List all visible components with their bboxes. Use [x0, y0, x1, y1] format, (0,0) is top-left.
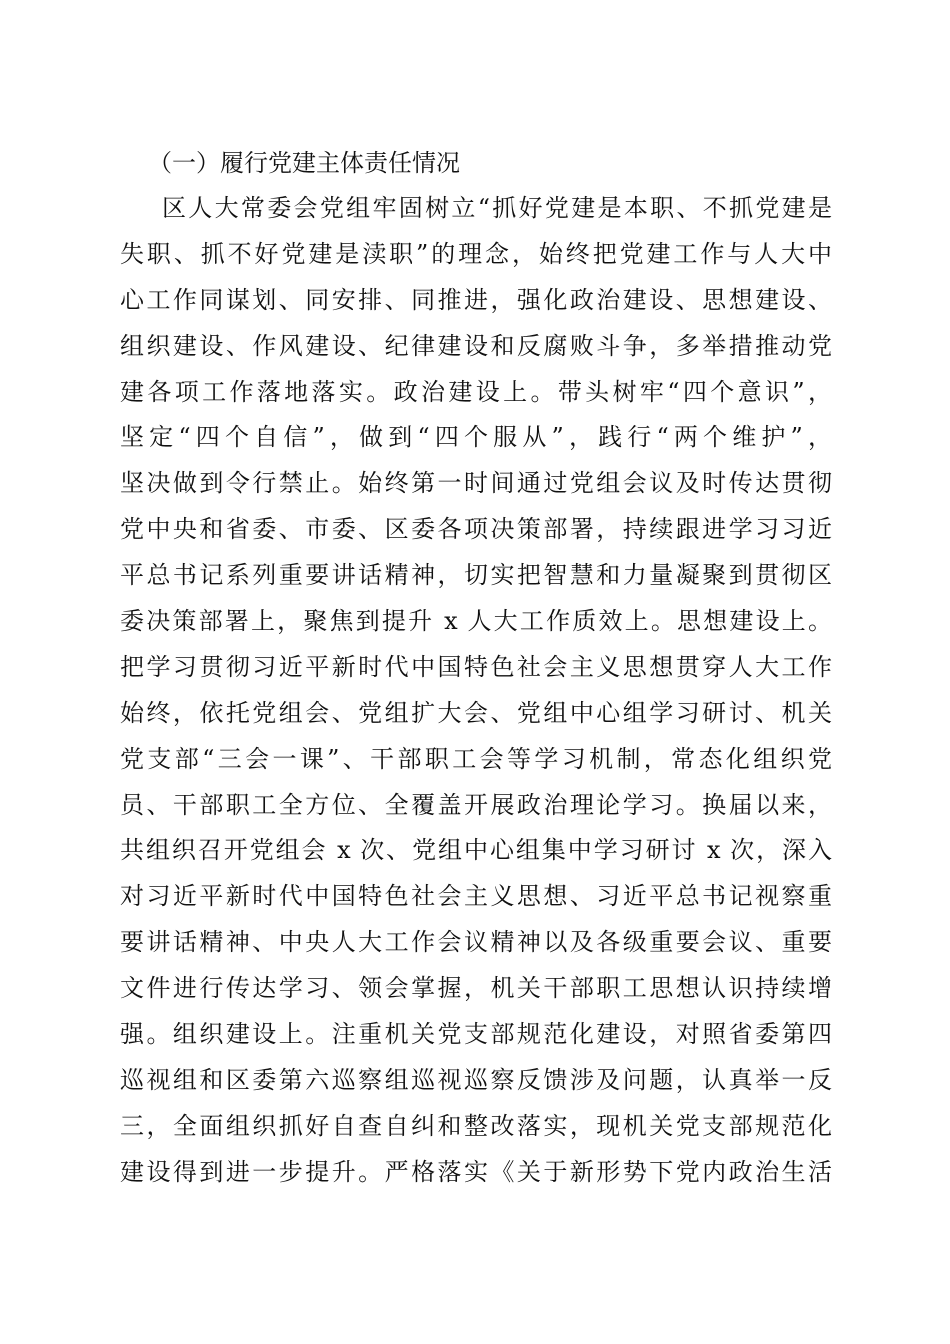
paragraph-line: 文件进行传达学习、领会掌握，机关干部职工思想认识持续增 — [120, 974, 832, 1003]
paragraph-line: 坚决做到令行禁止。始终第一时间通过党组会议及时传达贯彻 — [120, 469, 832, 498]
paragraph-line: 心工作同谋划、同安排、同推进，强化政治建设、思想建设、 — [120, 285, 832, 314]
paragraph-line: 员、干部职工全方位、全覆盖开展政治理论学习。换届以来， — [120, 790, 832, 819]
paragraph-line: 始终，依托党组会、党组扩大会、党组中心组学习研讨、机关 — [120, 698, 832, 727]
paragraph-line: 要讲话精神、中央人大工作会议精神以及各级重要会议、重要 — [120, 928, 832, 957]
paragraph-line: 区人大常委会党组牢固树立“抓好党建是本职、不抓党建是 — [162, 194, 832, 222]
paragraph-line: 共组织召开党组会 x 次、党组中心组集中学习研讨 x 次，深入 — [120, 836, 832, 865]
body-paragraph — [120, 186, 832, 1196]
paragraph-line: 组织建设、作风建设、纪律建设和反腐败斗争，多举措推动党 — [120, 331, 832, 360]
paragraph-line: 对习近平新时代中国特色社会主义思想、习近平总书记视察重 — [120, 882, 832, 911]
paragraph-line: 党中央和省委、市委、区委各项决策部署，持续跟进学习习近 — [120, 515, 832, 544]
section-heading: （一）履行党建主体责任情况 — [148, 149, 460, 177]
paragraph-line: 失职、抓不好党建是渎职”的理念，始终把党建工作与人大中 — [120, 239, 832, 268]
paragraph-line: 党支部“三会一课”、干部职工会等学习机制，常态化组织党 — [120, 744, 832, 773]
paragraph-line: 坚定“四个自信”，做到“四个服从”，践行“两个维护”， — [120, 423, 832, 452]
paragraph-line: 委决策部署上，聚焦到提升 x 人大工作质效上。思想建设上。 — [120, 607, 832, 636]
paragraph-line: 强。组织建设上。注重机关党支部规范化建设，对照省委第四 — [120, 1020, 832, 1049]
paragraph-line: 巡视组和区委第六巡察组巡视巡察反馈涉及问题，认真举一反 — [120, 1065, 832, 1094]
paragraph-line: 建设得到进一步提升。严格落实《关于新形势下党内政治生活 — [120, 1157, 832, 1186]
paragraph-line: 把学习贯彻习近平新时代中国特色社会主义思想贯穿人大工作 — [120, 652, 832, 681]
paragraph-line: 建各项工作落地落实。政治建设上。带头树牢“四个意识”， — [120, 377, 832, 406]
paragraph-line: 三，全面组织抓好自查自纠和整改落实，现机关党支部规范化 — [120, 1111, 832, 1140]
paragraph-line: 平总书记系列重要讲话精神，切实把智慧和力量凝聚到贯彻区 — [120, 561, 832, 590]
